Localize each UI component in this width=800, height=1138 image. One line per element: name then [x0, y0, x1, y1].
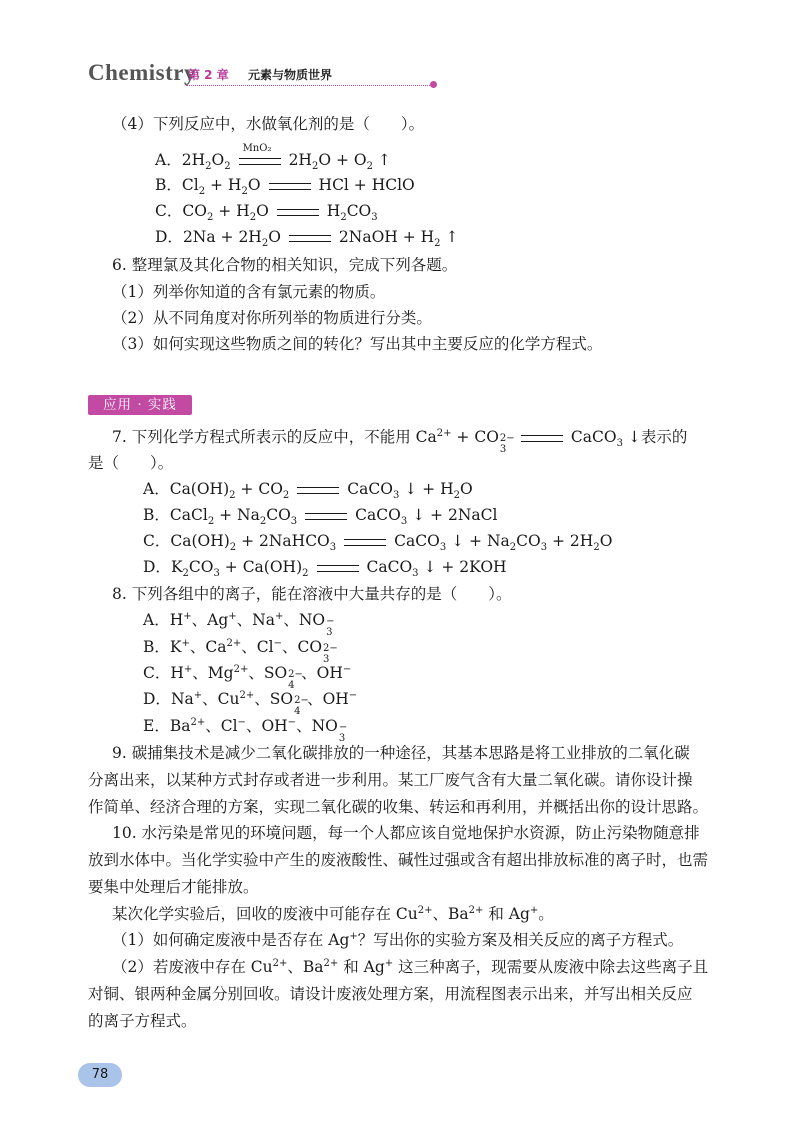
q4-option-d: D．$2Na + 2H_2O$ 2NaOH + $H_2$ ↑	[155, 228, 459, 250]
q8-option-d: D．Na+、$Cu^{2+}$、SO 2− 4 、OH−	[143, 689, 358, 717]
q6-part-1: （1）列举你知道的含有氯元素的物质。	[112, 283, 386, 301]
q9-line-3: 作简单、经济合理的方案，实现二氧化碳的收集、转运和再利用，并概括出你的设计思路。	[88, 798, 709, 816]
q8-option-c: C．H+、$Mg^{2+}$、SO 2− 4 、OH−	[143, 663, 352, 691]
q4-option-c: C．$CO_2 + H_2O$ $H_2CO_3$	[155, 202, 378, 224]
running-header	[88, 60, 378, 90]
q7-stem-line2: 是（ ）。	[88, 454, 174, 472]
chapter-number: 第 2 章	[188, 68, 229, 82]
q10-part-2: （2）若废液中存在 $Cu^{2+}$、$Ba^{2+}$ 和 Ag+ 这三种离子，现需要从废液中除去这些离子且	[112, 957, 709, 976]
q10-line-1: 10. 水污染是常见的环境问题，每一个人都应该自觉地保护水资源，防止污染物随意排	[112, 824, 700, 842]
chapter-title: 元素与物质世界	[248, 68, 333, 82]
q7-option-a: A．$Ca(OH)_2 + CO_2$ CaCO$_3$ ↓ + $H_2O$	[143, 480, 473, 502]
section-badge: 应用 · 实践	[88, 395, 192, 415]
header-dot-ornament	[430, 81, 437, 88]
page-number: 78	[78, 1063, 122, 1087]
header-dotted-rule	[186, 85, 434, 86]
q10-line-4: 某次化学实验后，回收的废液中可能存在 $Cu^{2+}$、$Ba^{2+}$ 和 Ag+。	[112, 904, 554, 923]
q8-option-b: B．K+、$Ca^{2+}$、Cl−、CO 2− 3	[143, 637, 338, 665]
q10-line-2: 放到水体中。当化学实验中产生的废液酸性、碱性过强或含有超出排放标准的离子时，也需	[88, 851, 709, 869]
q8-option-a: A．H+、Ag+、Na+、NO − 3	[143, 610, 335, 638]
q10-part-1: （1）如何确定废液中是否存在 Ag+？写出你的实验方案及相关反应的离子方程式。	[112, 930, 684, 949]
q10-part-2-line-3: 的离子方程式。	[88, 1012, 197, 1030]
q8-option-e: E．$Ba^{2+}$、Cl−、OH−、NO − 3	[143, 716, 348, 744]
q7-stem: 7. 下列化学方程式所表示的反应中，不能用 $Ca^{2+}$ + CO 2− 3 CaCO$_3$ ↓表示的	[112, 427, 688, 455]
q4-option-b: B．$Cl_2 + H_2O$ HCl + HClO	[155, 176, 415, 198]
q7-option-b: B．CaCl$_2$ + $Na_2CO_3$ CaCO$_3$ ↓ + 2NaCl	[143, 506, 498, 528]
q4-option-a: A．$2H_2O_2$ MnO₂ $2H_2O + O_2$ ↑	[155, 142, 391, 173]
q6-part-2: （2）从不同角度对你所列举的物质进行分类。	[112, 309, 432, 327]
q7-option-d: D．$K_2CO_3 + Ca(OH)_2$ CaCO$_3$ ↓ + 2KOH	[143, 558, 507, 580]
q6-part-3: （3）如何实现这些物质之间的转化？写出其中主要反应的化学方程式。	[112, 335, 603, 353]
q7-option-c: C．$Ca(OH)_2$ + 2NaHCO$_3$ CaCO$_3$ ↓ + $Na_2CO_3 + 2H_2O$	[143, 532, 613, 554]
q4-stem: （4）下列反应中，水做氧化剂的是（ ）。	[112, 115, 425, 133]
q9-line-2: 分离出来，以某种方式封存或者进一步利用。某工厂废气含有大量二氧化碳。请你设计操	[88, 771, 693, 789]
equals-arrow-catalyst: MnO₂	[239, 158, 281, 165]
q9-line-1: 9. 碳捕集技术是减少二氧化碳排放的一种途径，其基本思路是将工业排放的二氧化碳	[112, 744, 690, 762]
subject-title: Chemistry	[88, 60, 196, 85]
q8-stem: 8. 下列各组中的离子，能在溶液中大量共存的是（ ）。	[112, 585, 512, 603]
q6-stem: 6. 整理氯及其化合物的相关知识，完成下列各题。	[112, 256, 458, 274]
q10-part-2-line-2: 对铜、银两种金属分别回收。请设计废液处理方案，用流程图表示出来，并写出相关反应	[88, 985, 693, 1003]
q10-line-3: 要集中处理后才能排放。	[88, 878, 259, 896]
